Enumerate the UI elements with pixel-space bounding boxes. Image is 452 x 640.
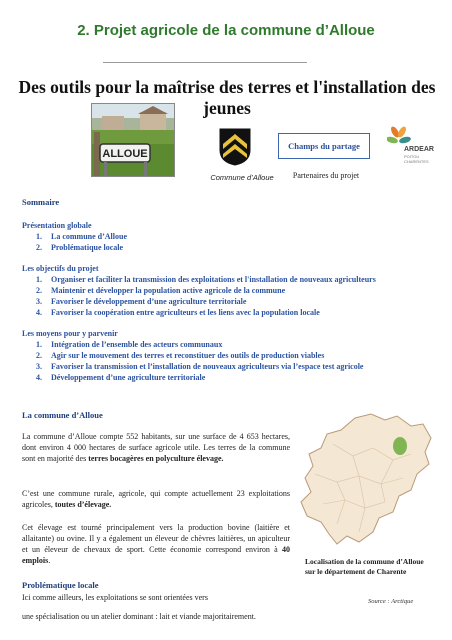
- commune-paragraph-2: C’est une commune rurale, agricole, qui compte actuellement 23 exploitations agricoles, toutes d’élevage.: [22, 489, 290, 509]
- problematique-line-1: Ici comme ailleurs, les exploitations se sont orientées vers: [22, 593, 208, 602]
- toc-item[interactable]: 1. Organiser et faciliter la transmission des exploitations et l'installation de nouveaux agriculteurs: [36, 275, 376, 284]
- toc-item[interactable]: 2. Agir sur le mouvement des terres et reconstituer des outils de production viables: [36, 351, 325, 360]
- partners-caption: Partenaires du projet: [292, 171, 360, 180]
- problematique-line-2: une spécialisation ou un atelier dominant : lait et viande majoritairement.: [22, 612, 256, 621]
- toc-item[interactable]: 2. Problématique locale: [36, 243, 124, 252]
- toc-item[interactable]: 4. Favoriser la coopération entre agriculteurs et les liens avec la population locale: [36, 308, 320, 317]
- toc-section-title[interactable]: Présentation globale: [22, 221, 92, 230]
- coat-of-arms-icon: [219, 128, 251, 166]
- summary-heading: Sommaire: [22, 197, 60, 207]
- summary-section: [22, 197, 432, 383]
- toc-item[interactable]: 3. Favoriser le développement d’une agriculture territoriale: [36, 297, 247, 306]
- sign-text: ALLOUE: [102, 148, 148, 160]
- toc-list: [22, 231, 432, 253]
- toc-item[interactable]: 1. La commune d’Alloue: [36, 232, 127, 241]
- toc-item[interactable]: 4. Développement d’une agriculture territoriale: [36, 373, 206, 382]
- page-header-title: 2. Projet agricole de la commune d’Alloue: [77, 22, 375, 39]
- toc-section-title[interactable]: Les moyens pour y parvenir: [22, 329, 118, 338]
- charente-department-map: [293, 404, 435, 554]
- header-divider: [103, 62, 307, 63]
- toc-section-title[interactable]: Les objectifs du projet: [22, 264, 99, 273]
- map-caption: Localisation de la commune d’Alloue sur le département de Charente: [305, 557, 424, 576]
- problematique-heading: Problématique locale: [22, 580, 99, 590]
- map-source: Source : Arctique: [368, 598, 414, 605]
- commune-paragraph-1: La commune d’Alloue compte 552 habitants, sur une surface de 4 653 hectares, dont environ 4 000 hectares de surface agricole utile. Les terres de la commune sont en majorité des terres bocagères en polyculture élevage.: [22, 432, 290, 463]
- toc-list: [22, 274, 432, 318]
- toc-list: [22, 339, 432, 383]
- toc-item[interactable]: 1. Intégration de l’ensemble des acteurs communaux: [36, 340, 223, 349]
- champs-du-partage-logo: Champs du partage: [278, 133, 370, 159]
- toc-item[interactable]: 2. Maintenir et développer la population active agricole de la commune: [36, 286, 286, 295]
- ardear-name: ARDEAR: [404, 146, 434, 153]
- ardear-subtitle: POITOU CHARENTES: [404, 154, 429, 164]
- commune-logo-caption: Commune d’Alloue: [210, 173, 274, 182]
- alloue-sign-photo: [91, 103, 175, 177]
- commune-heading: La commune d’Alloue: [22, 410, 103, 420]
- toc-item[interactable]: 3. Favoriser la transmission et l’installation de nouveaux agriculteurs via l’espace test agricole: [36, 362, 364, 371]
- commune-paragraph-3: Cet élevage est tourné principalement vers la production bovine (laitière et allaitante) ou ovine. Il y a également un éleveur de chèvres laitières, un apiculteur et un éleveur de chevaux de sport. Cette économie correspond environ à 40 emplois.: [22, 523, 290, 565]
- document-main-title: Des outils pour la maîtrise des terres et l'installation des jeunes: [18, 77, 436, 118]
